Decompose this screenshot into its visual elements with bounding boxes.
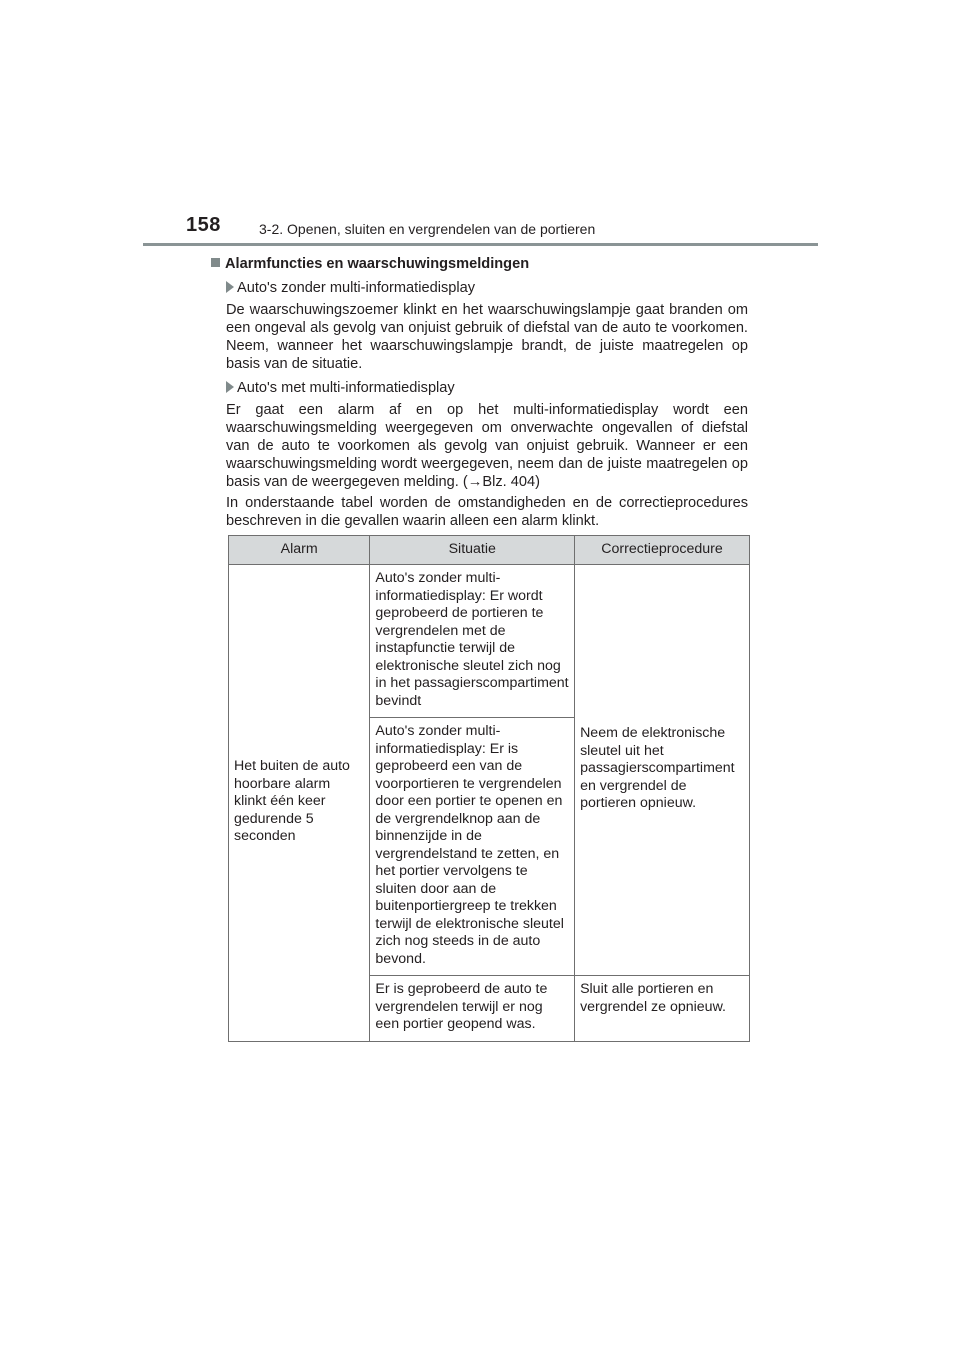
page-content	[211, 255, 748, 1032]
subheading-without-display	[226, 279, 748, 297]
correction-cell: Neem de elektronische sleutel uit het passagierscompartiment en vergrendel de portieren opnieuw.	[575, 565, 750, 976]
triangle-bullet-icon	[226, 281, 234, 293]
subheading-without-display-label: Auto's zonder multi-informatiedisplay	[237, 280, 476, 296]
alarm-table	[228, 535, 750, 1042]
subheading-with-display-label: Auto's met multi-informatiedisplay	[237, 380, 455, 396]
section-heading	[211, 255, 748, 273]
header-situation: Situatie	[370, 536, 575, 565]
triangle-bullet-icon	[226, 381, 234, 393]
header-rule	[143, 243, 818, 246]
table-header-row	[229, 536, 750, 565]
correction-cell: Sluit alle portieren en vergrendel ze opnieuw.	[575, 976, 750, 1042]
square-bullet-icon	[211, 258, 220, 267]
chapter-title: 3-2. Openen, sluiten en vergrendelen van de portieren	[259, 221, 596, 237]
table-row	[229, 565, 750, 718]
paragraph-with-display: Er gaat een alarm af en op het multi-informatiedisplay wordt een waarschuwingsmelding weergegeven om onverwachte ongevallen of diefstal van de auto te voorkomen als gevolg van onjuist gebruik. Wanneer er een waarschuwingsmelding wordt weergegeven, neem dan de juiste maatregelen op basis van de weergegeven melding. (→Blz. 404)	[226, 402, 748, 490]
paragraph-table-intro: In onderstaande tabel worden de omstandigheden en de correctieprocedures beschreven in die gevallen waarin alleen een alarm klinkt.	[226, 495, 748, 529]
header-alarm: Alarm	[229, 536, 370, 565]
subheading-with-display	[226, 379, 748, 397]
alarm-cell: Het buiten de auto hoorbare alarm klinkt één keer gedurende 5 seconden	[229, 565, 370, 1042]
section-heading-text: Alarmfuncties en waarschuwingsmeldingen	[225, 256, 530, 272]
paragraph-without-display: De waarschuwingszoemer klinkt en het waarschuwingslampje gaat branden om een ongeval als gevolg van onjuist gebruik of diefstal van de auto te voorkomen. Neem, wanneer het waarschuwingslampje brandt, de juiste maatregelen op basis van de situatie.	[226, 302, 748, 372]
page-number: 158	[186, 214, 221, 236]
situation-cell: Er is geprobeerd de auto te vergrendelen terwijl er nog een portier geopend was.	[370, 976, 575, 1042]
situation-cell: Auto's zonder multi-informatiedisplay: Er wordt geprobeerd de portieren te vergrendelen met de instapfunctie terwijl de elektronische sleutel zich nog in het passagierscompartiment bevindt	[370, 565, 575, 718]
header-correction: Correctieprocedure	[575, 536, 750, 565]
situation-cell: Auto's zonder multi-informatiedisplay: Er is geprobeerd een van de voorportieren te vergrendelen door een portier te openen en de vergrendelknop aan de binnenzijde in de vergrendelstand te zetten, en het portier vervolgens te sluiten door aan de buitenportiergreep te trekken terwijl de elektronische sleutel zich nog steeds in de auto bevond.	[370, 718, 575, 976]
